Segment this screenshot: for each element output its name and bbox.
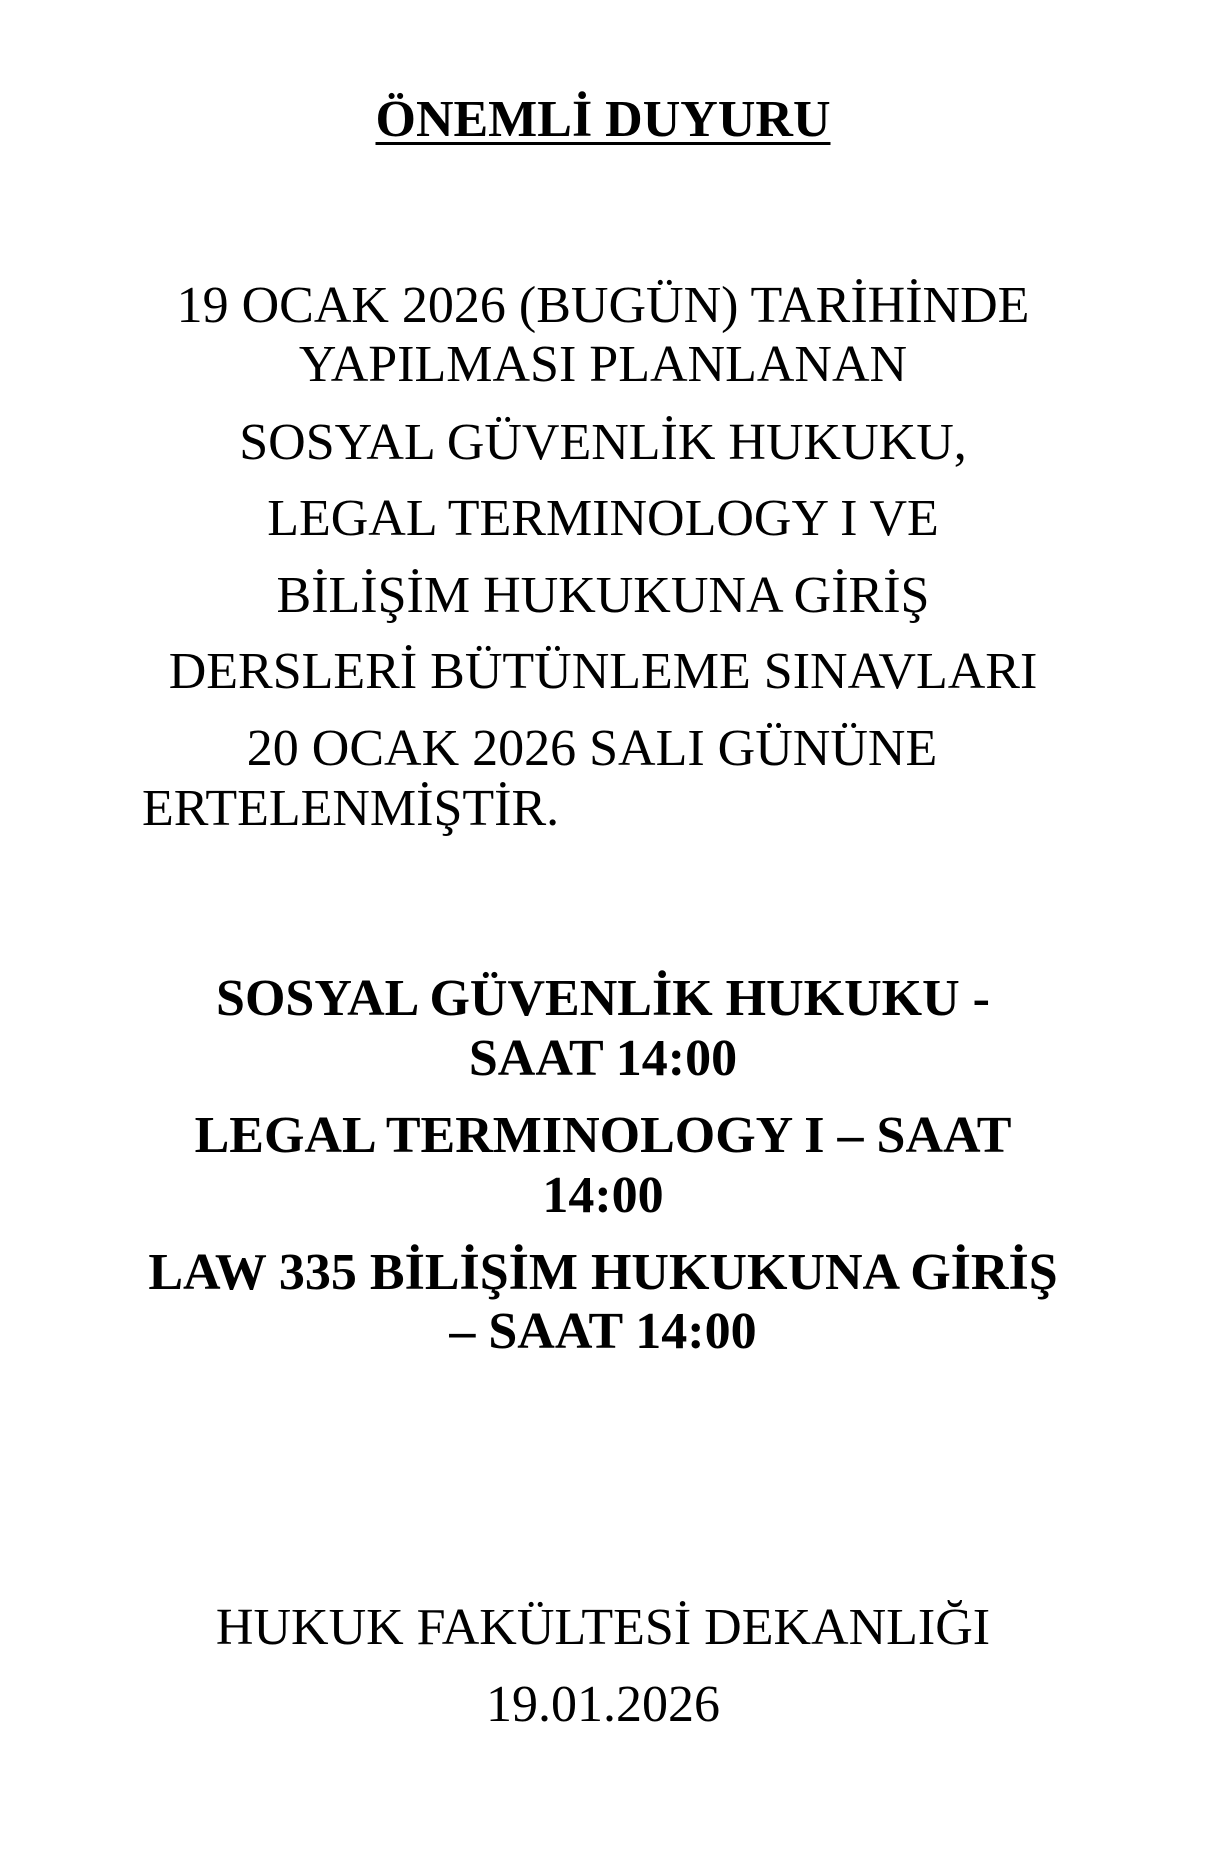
announcement-line: SOSYAL GÜVENLİK HUKUKU, bbox=[239, 414, 967, 471]
announcement-line: DERSLERİ BÜTÜNLEME SINAVLARI bbox=[168, 643, 1038, 700]
announcement-line: 20 OCAK 2026 SALI GÜNÜNE bbox=[246, 720, 938, 777]
announcement-line: ERTELENMİŞTİR. bbox=[142, 780, 560, 837]
announcement-line: LEGAL TERMINOLOGY I VE bbox=[267, 490, 939, 547]
schedule-line: LAW 335 BİLİŞİM HUKUKUNA GİRİŞ bbox=[148, 1244, 1058, 1301]
page-title: ÖNEMLİ DUYURU bbox=[375, 91, 831, 148]
announcement-line: YAPILMASI PLANLANAN bbox=[298, 336, 908, 393]
issue-date: 19.01.2026 bbox=[486, 1676, 720, 1733]
schedule-line: SOSYAL GÜVENLİK HUKUKU - bbox=[216, 970, 990, 1027]
issuing-office: HUKUK FAKÜLTESİ DEKANLIĞI bbox=[215, 1599, 991, 1656]
schedule-line: LEGAL TERMINOLOGY I – SAAT bbox=[194, 1107, 1012, 1164]
schedule-line: SAAT 14:00 bbox=[468, 1030, 738, 1087]
schedule-line: 14:00 bbox=[542, 1167, 664, 1224]
schedule-line: – SAAT 14:00 bbox=[449, 1303, 757, 1360]
announcement-line: BİLİŞİM HUKUKUNA GİRİŞ bbox=[276, 567, 930, 624]
announcement-line: 19 OCAK 2026 (BUGÜN) TARİHİNDE bbox=[176, 277, 1030, 334]
